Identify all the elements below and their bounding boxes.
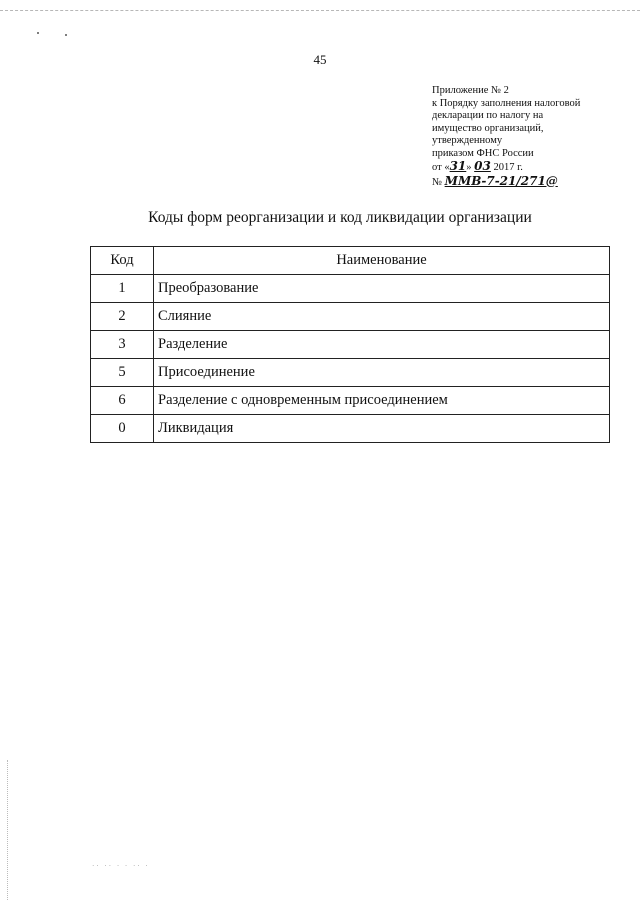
date-day: 31 — [449, 159, 467, 173]
faint-footer-marks: ·· ·· · · ·· · — [92, 862, 150, 870]
cell-code: 5 — [91, 359, 154, 387]
scan-edge-line — [0, 10, 640, 11]
table-row — [91, 331, 610, 359]
table-header-row — [91, 247, 610, 275]
table-row — [91, 303, 610, 331]
header-code: Код — [91, 247, 154, 275]
table-row — [91, 359, 610, 387]
appendix-line: Приложение № 2 — [432, 85, 509, 96]
cell-code: 3 — [91, 331, 154, 359]
cell-code: 1 — [91, 275, 154, 303]
header-name: Наименование — [154, 247, 610, 275]
scan-margin-line — [7, 760, 8, 900]
table-row — [91, 387, 610, 415]
codes-table — [90, 246, 610, 443]
appendix-line: приказом ФНС России — [432, 147, 534, 159]
cell-code: 0 — [91, 415, 154, 443]
appendix-line: имущество организаций, — [432, 122, 544, 134]
appendix-line: утвержденному — [432, 135, 503, 146]
date-month: 03 — [474, 159, 491, 173]
date-year: 2017 г. — [490, 162, 523, 173]
appendix-date-line — [432, 160, 632, 175]
cell-name: Преобразование — [154, 275, 610, 303]
scan-speck — [65, 34, 67, 36]
appendix-number-line — [432, 175, 632, 190]
cell-code: 6 — [91, 387, 154, 415]
number-prefix: № — [432, 176, 445, 188]
cell-name: Разделение с одновременным присоединением — [154, 387, 610, 415]
appendix-block — [432, 85, 632, 189]
cell-name: Ликвидация — [154, 415, 610, 443]
page-number: 45 — [313, 52, 327, 67]
table-row — [91, 415, 610, 443]
date-mid: » — [466, 162, 475, 173]
appendix-line: декларации по налогу на — [432, 110, 544, 121]
table-row — [91, 275, 610, 303]
cell-name: Присоединение — [154, 359, 610, 387]
cell-name: Разделение — [154, 331, 610, 359]
appendix-line: к Порядку заполнения налоговой — [432, 97, 581, 109]
cell-name: Слияние — [154, 303, 610, 331]
cell-code: 2 — [91, 303, 154, 331]
document-title: Коды форм реорганизации и код ликвидации организации — [148, 209, 532, 226]
scan-speck — [37, 32, 39, 34]
order-number: ММВ-7-21/271@ — [444, 173, 558, 188]
date-prefix: от « — [432, 162, 450, 173]
